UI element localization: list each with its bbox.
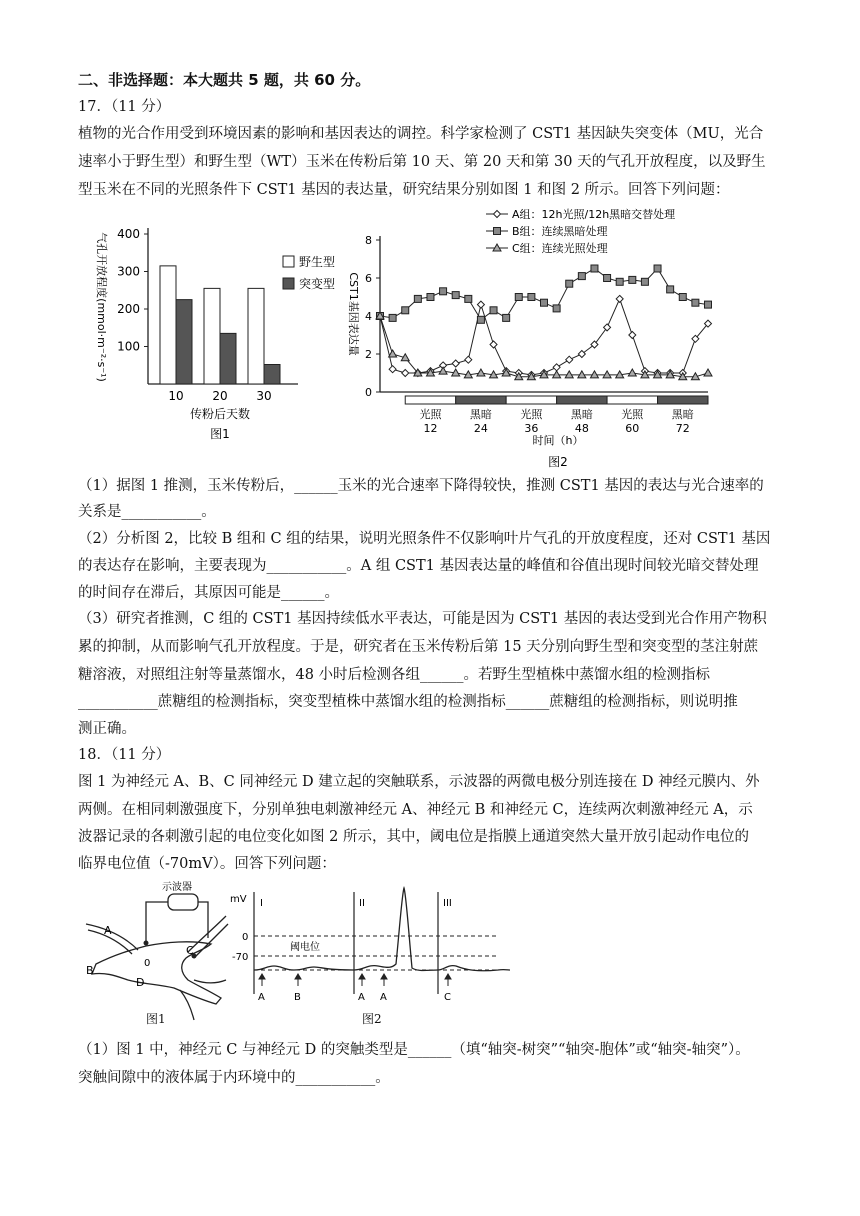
point-b: [541, 299, 548, 306]
period-label: 光照: [419, 408, 442, 421]
x-tick-label: 48: [574, 422, 589, 435]
x-tick-label: 10: [168, 389, 184, 403]
light-period-bar: [506, 396, 556, 404]
question-18-number: 18．（11 分）: [78, 747, 171, 763]
legend-label: C组：连续光照处理: [512, 242, 608, 255]
point-b: [528, 294, 535, 301]
bar-wild-type-30: [248, 288, 264, 384]
q18-intro-line-1: 图 1 为神经元 A、B、C 同神经元 D 建立起的突触联系，示波器的两微电极分别连接在 D 神经元膜内、外: [78, 774, 760, 790]
point-b: [667, 286, 674, 293]
point-b: [679, 294, 686, 301]
q18-figure-2-caption: 图2: [362, 1012, 382, 1026]
figure-caption: 图1: [210, 427, 230, 441]
bar-wild-type-10: [160, 266, 176, 384]
point-b: [440, 288, 447, 295]
level-0: 0: [242, 932, 249, 943]
point-b: [616, 278, 623, 285]
point-b: [389, 314, 396, 321]
point-a: [452, 360, 459, 367]
x-tick-label: 12: [423, 422, 438, 435]
point-b: [515, 294, 522, 301]
point-a: [566, 356, 573, 363]
point-b: [654, 265, 661, 272]
legend-label: B组：连续黑暗处理: [512, 225, 608, 238]
period-label: 光照: [520, 408, 543, 421]
period-label: 黑暗: [671, 408, 694, 421]
point-b: [414, 295, 421, 302]
label-c: C: [186, 944, 194, 957]
q17-question-line-10: 测正确。: [78, 721, 136, 737]
panel-ii: II: [359, 898, 365, 909]
point-b: [604, 275, 611, 282]
point-b: [402, 307, 409, 314]
point-c: [477, 369, 485, 376]
x-axis-label: 时间（h）: [532, 434, 584, 447]
point-a: [389, 366, 396, 373]
y-axis-label: 气孔开放程度(mmol·m⁻²·s⁻¹): [95, 232, 108, 382]
x-tick-label: 24: [473, 422, 488, 435]
q18-question-line-2: 突触间隙中的液体属于内环境中的___________。: [78, 1070, 390, 1086]
period-label: 黑暗: [570, 408, 593, 421]
point-a: [553, 364, 560, 371]
bar-mutant-10: [176, 300, 192, 384]
q17-question-line-6: （3）研究者推测，C 组的 CST1 基因持续低水平表达，可能是因为 CST1 基因的表达受到光合作用产物积: [78, 611, 767, 627]
legend-label: 突变型: [299, 277, 336, 291]
stimulus-2: B: [294, 992, 301, 1003]
bar-mutant-20: [220, 333, 236, 384]
dark-period-bar: [658, 396, 708, 404]
x-tick-label: 72: [675, 422, 690, 435]
oscilloscope-label: 示波器: [162, 882, 192, 893]
point-b: [503, 314, 510, 321]
x-tick-label: 20: [212, 389, 228, 403]
q17-question-line-1: （1）据图 1 推测，玉米传粉后，______玉米的光合速率下降得较快，推测 CST1 基因的表达与光合速率的: [78, 478, 764, 494]
stimulus-3: A: [358, 992, 365, 1003]
y-axis-label: CST1基因表达量: [347, 272, 360, 356]
point-b: [641, 278, 648, 285]
threshold-label: 阈电位: [290, 942, 320, 953]
point-b: [705, 301, 712, 308]
question-17-number: 17．（11 分）: [78, 99, 171, 115]
label-d: D: [136, 976, 145, 989]
q17-intro-line-1: 植物的光合作用受到环境因素的影响和基因表达的调控。科学家检测了 CST1 基因缺失突变体（MU，光合: [78, 126, 764, 142]
y-tick-label: 4: [365, 310, 372, 323]
point-b: [578, 273, 585, 280]
dark-period-bar: [456, 396, 506, 404]
oscilloscope-icon: [168, 894, 198, 910]
stimulus-4: A: [380, 992, 387, 1003]
q17-question-line-9: ___________蔗糖组的检测指标，突变型植株中蒸馏水组的检测指标______蔗糖组的检测指标，则说明推: [78, 694, 738, 710]
panel-i: I: [260, 898, 263, 909]
y-tick-label: 8: [365, 234, 372, 247]
q17-question-line-3: （2）分析图 2，比较 B 组和 C 组的结果，说明光照条件不仅影响叶片气孔的开放度程度，还对 CST1 基因: [78, 531, 771, 547]
q18-intro-line-3: 波器记录的各刺激引起的电位变化如图 2 所示，其中，阈电位是指膜上通道突然大量开放引起动作电位的: [78, 829, 749, 845]
level-minus-70: -70: [232, 952, 249, 963]
x-tick-label: 60: [625, 422, 640, 435]
point-c: [704, 369, 712, 376]
q17-question-line-2: 关系是___________。: [78, 504, 216, 520]
series-line-c: [380, 316, 708, 377]
figure-18-2-potential-trace: [228, 884, 512, 1008]
period-label: 黑暗: [469, 408, 492, 421]
y-tick-label: 100: [117, 339, 140, 354]
dark-period-bar: [557, 396, 607, 404]
period-label: 光照: [621, 408, 644, 421]
point-b: [566, 280, 573, 287]
q17-intro-line-3: 型玉米在不同的光照条件下 CST1 基因的表达量，研究结果分别如图 1 和图 2 所示。回答下列问题：: [78, 182, 730, 198]
point-a: [477, 301, 484, 308]
q17-intro-line-2: 速率小于野生型）和野生型（WT）玉米在传粉后第 10 天、第 20 天和第 30 天的气孔开放程度，以及野生: [78, 154, 766, 170]
y-tick-label: 200: [117, 302, 140, 316]
figure-17-1-bar-chart: [78, 212, 358, 462]
point-b: [427, 294, 434, 301]
x-tick-label: 30: [256, 389, 272, 403]
section-title: 二、非选择题：本大题共 5 题，共 60 分。: [78, 71, 371, 89]
bar-mutant-30: [264, 365, 280, 385]
q17-question-line-7: 累的抑制，从而影响气孔开放程度。于是，研究者在玉米传粉后第 15 天分别向野生型和突变型的茎注射蔗: [78, 639, 759, 655]
series-a: [377, 295, 712, 378]
point-b: [452, 292, 459, 299]
point-a: [629, 332, 636, 339]
q18-question-line-1: （1）图 1 中，神经元 C 与神经元 D 的突触类型是______（填“轴突-树突”“轴突-胞体”或“轴突-轴突”）。: [78, 1042, 750, 1058]
light-period-bar: [405, 396, 455, 404]
q17-question-line-4: 的表达存在影响，主要表现为___________。A 组 CST1 基因表达量的峰值和谷值出现时间较光暗交替处理: [78, 558, 759, 574]
legend-marker: [494, 211, 501, 218]
y-tick-label: 2: [365, 348, 372, 361]
series-line-a: [380, 299, 708, 375]
q17-question-line-8: 糖溶液，对照组注射等量蒸馏水，48 小时后检测各组______。若野生型植株中蒸馏水组的检测指标: [78, 667, 711, 683]
q18-figure-1-caption: 图1: [146, 1012, 166, 1026]
legend-label: A组：12h光照/12h黑暗交替处理: [512, 208, 676, 221]
point-b: [465, 295, 472, 302]
legend-swatch: [283, 256, 294, 267]
point-a: [465, 356, 472, 363]
point-b: [692, 299, 699, 306]
figure-17-2-line-chart: [336, 204, 722, 470]
figure-18-1-neuron-diagram: [76, 880, 236, 1030]
stimulus-5: C: [444, 992, 451, 1003]
point-b: [629, 276, 636, 283]
point-b: [591, 265, 598, 272]
y-tick-label: 300: [117, 264, 140, 279]
figure-caption: 图2: [548, 455, 568, 469]
x-tick-label: 36: [524, 422, 539, 435]
stimulus-1: A: [258, 992, 265, 1003]
label-0: 0: [144, 958, 151, 969]
point-c: [389, 350, 397, 357]
light-period-bar: [607, 396, 657, 404]
bar-wild-type-20: [204, 288, 220, 384]
neuron-a-axon: [86, 924, 138, 950]
label-b: B: [86, 964, 94, 977]
q18-intro-line-4: 临界电位值（-70mV）。回答下列问题：: [78, 856, 336, 872]
x-axis-label: 传粉后天数: [189, 407, 251, 421]
series-b: [377, 265, 712, 323]
point-a: [402, 370, 409, 377]
legend-marker: [494, 228, 501, 235]
panel-iii: III: [443, 898, 452, 909]
y-tick-label: 400: [117, 227, 140, 241]
point-a: [604, 324, 611, 331]
point-a: [490, 341, 497, 348]
point-b: [490, 307, 497, 314]
label-a: A: [104, 924, 112, 937]
q17-question-line-5: 的时间存在滞后，其原因可能是______。: [78, 585, 339, 601]
q18-intro-line-2: 两侧。在相同刺激强度下，分别单独电刺激神经元 A、神经元 B 和神经元 C，连续两次刺激神经元 A，示: [78, 802, 753, 818]
point-c: [628, 369, 636, 376]
unit-label: mV: [230, 894, 247, 905]
point-b: [477, 316, 484, 323]
y-tick-label: 0: [365, 386, 372, 399]
point-b: [553, 305, 560, 312]
point-a: [616, 295, 623, 302]
legend-swatch: [283, 278, 294, 289]
point-c: [439, 367, 447, 374]
legend-label: 野生型: [299, 255, 336, 269]
y-tick-label: 6: [365, 272, 372, 285]
